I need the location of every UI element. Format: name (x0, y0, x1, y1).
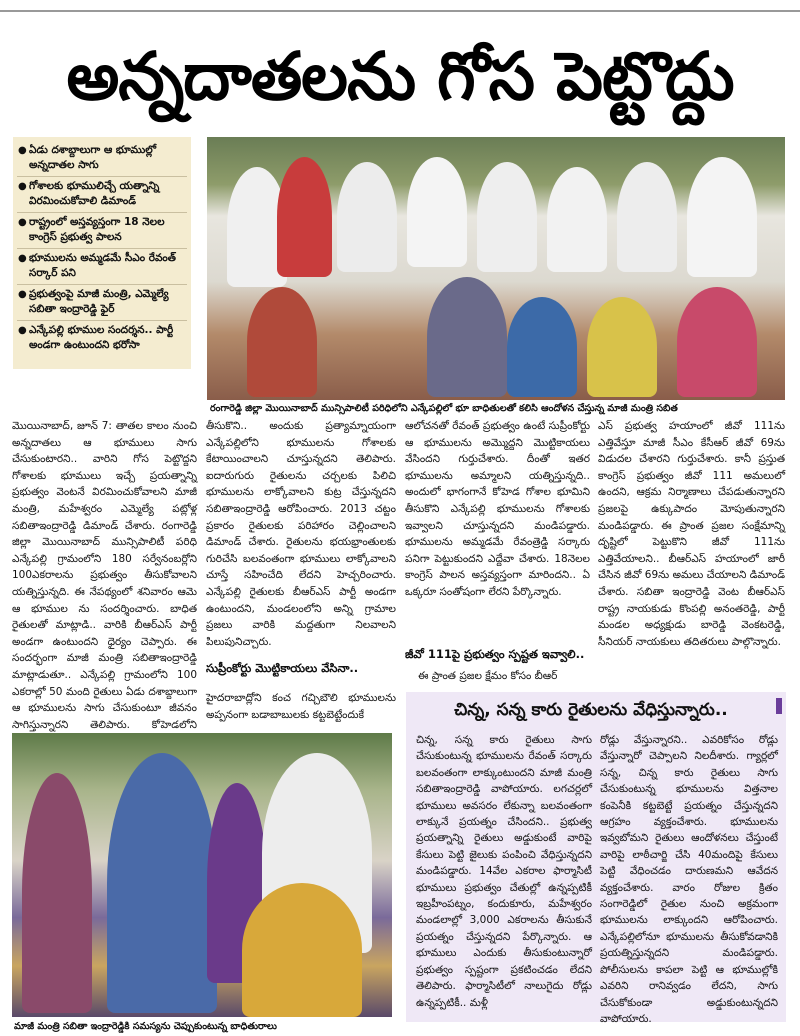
highlight-item: ● రాష్ట్రంలో అస్తవ్యస్తంగా 18 నెలల కాంగ్రెస్ ప్రభుత్వ పాలన (17, 213, 187, 249)
bullet-icon: ● (18, 217, 27, 228)
bullet-icon: ● (18, 181, 27, 192)
highlight-item: ● ఎన్కేపల్లి భూముల సందర్శన.. పార్టీ అండగా ఉంటుందని భరోసా (18, 324, 174, 351)
subheading-supreme-court: సుప్రీంకోర్టు మొట్టికాయలు వేసినా.. (206, 661, 359, 675)
highlight-item: ● భూములను అమ్మడమే సీఎం రేవంత్ సర్కార్ పని (17, 249, 187, 285)
bullet-icon: ● (18, 253, 27, 264)
highlight-item: ● ఏడు దశాబ్దాలుగా ఆ భూముల్లో అన్నదాతల సాగు (17, 141, 187, 177)
article-column-2-continued: హైదరాబాద్లోని కంచ గచ్చిబౌలి భూములను అప్పనంగా బడాబాబులకు కట్టబెట్టేందుకే (206, 692, 396, 721)
page-top-rule (0, 0, 800, 12)
headline: అన్నదాతలను గోస పెట్టొద్దు (66, 38, 734, 115)
sidebar-story-box (406, 692, 786, 1025)
bullet-icon: ● (18, 145, 27, 156)
article-column-3: ఆలోచనతో రేవంత్ ప్రభుత్వం ఉంటే సుప్రీంకోర్టు ఆ భూములను అమ్మొద్దని మొట్టికాయలు వేసిందని గుర్తుచేశారు. దీంతో ఇతర భూములను అమ్మాలని యత్నిస్తున్నది.. అందులో భాగంగానే కోహెడ గోశాల భూమిని తీసుకొని ఎన్కేపల్లి భూములను గోశాలకు ఇవ్వాలని చూస్తున్నదని మండిపడ్డారు. భూములను అమ్మడమే రేవంత్రెడ్డి సర్కారు పనిగా పెట్టుకుందని ఎద్దేవా చేశారు. 18నెలల కాంగ్రెస్ పాలన అస్తవ్యస్తంగా మారిందని.. ఏ ఒక్కరూ సంతోషంగా లేరని పేర్కొన్నారు. (405, 420, 590, 598)
subheading-go-111: జీవో 111పై ప్రభుత్వం స్పష్టత ఇవ్వాలి.. (405, 647, 585, 661)
box-accent-bar (776, 698, 782, 714)
box-title: చిన్న, సన్న కారు రైతులను వేధిస్తున్నారు.. (454, 700, 728, 720)
bottom-news-photo (12, 733, 392, 1017)
article-column-3-continued: ఈ ప్రాంత ప్రజల క్షేమం కోసం బీఆర్ (418, 670, 558, 682)
article-column-2: తీసుకొని.. అందుకు ప్రత్యామ్నాయంగా ఎన్కేపల్లిలోని భూములను గోశాలకు కేటాయించాలని చూస్తున్నదని తెలిపారు. ఐదారుగురు రైతులను చర్చలకు పిలిచి భూములను లాక్కోవాలని కుట్ర చేస్తున్నదని సబితాఇంద్రారెడ్డి ఆరోపించారు. 2013 చట్టం ప్రకారం రైతులకు పరిహారం చెల్లించాలని డిమాండ్ చేశారు. రైతులను భయభ్రాంతులకు గురిచేసి బలవంతంగా భూములు లాక్కోవాలని చూస్తే సహించేది లేదని హెచ్చరించారు. ఎన్కేపల్లి రైతులకు బీఆర్ఎస్ పార్టీ అండగా ఉంటుందని, మండలంలోని అన్ని గ్రామాల ప్రజలు వారికి మద్దతుగా నిలవాలని పిలుపునిచ్చారు. (206, 420, 396, 648)
photo-caption-top: రంగారెడ్డి జిల్లా మొయినాబాద్ మున్సిపాలిటీ పరిధిలోని ఎన్కేపల్లిలో భూ బాధితులతో కలిసి ఆందోళన చేస్తున్న మాజీ మంత్రి సబిత (210, 403, 678, 414)
highlights-box (13, 137, 191, 369)
box-column-1: చిన్న, సన్న కారు రైతులు సాగు చేసుకుంటున్న భూములను రేవంత్ సర్కారు బలవంతంగా లాక్కుంటుందని మాజీ మంత్రి సబితాఇంద్రారెడ్డి వాపోయారు. లగచర్లలో భూములు అవసరం లేకున్నా బలవంతంగా లాక్కునే ప్రయత్నం చేసిందని.. ప్రభుత్వ ప్రయత్నాన్ని రైతులు అడ్డుకుంటే వారిపై కేసులు పెట్టి జైలుకు పంపించి వేధిస్తున్నదని మండిపడ్డారు. 14వేల ఎకరాల ఫార్మాసిటీ భూములు ప్రభుత్వం చేతుల్లో ఉన్నప్పటికీ ఇబ్రహీంపట్నం, కందుకూరు, మహేశ్వరం మండలాల్లో 3,000 ఎకరాలను తీసుకునే ప్రయత్నం చేస్తున్నదని పేర్కొన్నారు. ఆ భూములు ఎందుకు తీసుకుంటున్నారో ప్రభుత్వం స్పష్టంగా ప్రకటించడం లేదని తెలిపారు. ఫార్మాసిటీలో నాలుగైదు రోడ్లు ఉన్నప్పటికీ.. మళ్లీ (416, 734, 592, 1009)
bullet-icon: ● (18, 289, 27, 300)
highlight-item: ● ప్రభుత్వంపై మాజీ మంత్రి, ఎమ్మెల్యే సబితా ఇంద్రారెడ్డి ఫైర్ (17, 285, 187, 321)
bullet-icon: ● (18, 325, 27, 336)
box-column-2: రోడ్లు వేస్తున్నారని.. ఎవరికోసం రోడ్లు వేస్తున్నారో చెప్పాలని నిలదీశారు. గ్యార్లలో సన్న, చిన్న కారు రైతులు సాగు చేసుకుంటున్న భూములను విత్తనాల కంపెనీకి కట్టబెట్టే ప్రయత్నం చేస్తున్నదని ఆగ్రహం వ్యక్తంచేశారు. భూములను ఇవ్వబోమని రైతులు ఆందోళనలు చేస్తుంటే వారిపై లాఠీచార్జి చేసి 40మందిపై కేసులు పెట్టి వేధించడం దారుణమని ఆవేదన వ్యక్తంచేశారు. వారం రోజుల క్రితం సంగారెడ్డిలో రైతుల నుంచి అక్రమంగా భూములను లాక్కుందని ఆరోపించారు. ఎన్కేపల్లిలోనూ భూములను తీసుకోవడానికి ప్రయత్నిస్తున్నదని మండిపడ్డారు. పోలీసులను కాపలా పెట్టి ఆ భూముల్లోకి ఎవరిని రానివ్వడం లేదని, సాగు చేసుకోకుండా అడ్డుకుంటున్నదని వాపోయారు. (600, 734, 778, 1025)
article-column-1: మొయినాబాద్, జూన్ 7: తాతల కాలం నుంచి అన్నదాతలు ఆ భూములు సాగు చేసుకుంటారని.. వారిని గోస పెట్టొద్దని గోశాలకు భూములు ఇచ్చే ప్రయత్నాన్ని ప్రభుత్వం వెంటనే విరమించుకోవాలని మాజీ మంత్రి, మహేశ్వరం ఎమ్మెల్యే పట్లోళ్ల సబితాఇంద్రారెడ్డి డిమాండ్ చేశారు. రంగారెడ్డి జిల్లా మొయినాబాద్ మున్సిపాలిటీ పరిధి ఎన్కేపల్లి గ్రామంలోని 180 సర్వేనంబర్లోని 100ఎకరాలను ప్రభుత్వం తీసుకోవాలని యత్నిస్తున్నది. ఈ నేపథ్యంలో శనివారం ఆమె ఆ భూముల ను సందర్శించారు. బాధిత రైతులతో మాట్లాడి.. వారికి బీఆర్ఎస్ పార్టీ అండగా ఉంటుందని ధైర్యం చెప్పారు. ఈ సందర్భంగా మాజీ మంత్రి సబితాఇంద్రారెడ్డి మాట్లాడుతూ.. ఎన్కేపల్లి గ్రామంలోని 100 ఎకరాల్లో 50 మంది రైతులు ఏడు దశాబ్దాలుగా ఆ భూములను సాగు చేసుకుంటూ జీవనం సాగిస్తున్నారని తెలిపారు. కోహెడలోని (12, 420, 197, 731)
article-column-4: ఎస్ ప్రభుత్వ హయాంలో జీవో 111ను ఎత్తివేస్తూ మాజీ సీఎం కేసీఆర్ జీవో 69ను విడుదల చేశారని గుర్తుచేశారు. కానీ ప్రస్తుత కాంగ్రెస్ ప్రభుత్వం జీవో 111 అమలులో ఉందని, ఆక్రమ నిర్మాణాలు చేపడుతున్నారని ప్రజలపై ఉక్కుపాదం మోపుతున్నారని మండిపడ్డారు. ఈ ప్రాంత ప్రజల సంక్షేమాన్ని దృష్టిలో పెట్టుకొని జీవో 111ను ఎత్తివేయాలని.. బీఆర్ఎస్ హయాంలో జారీ చేసిన జీవో 69ను అమలు చేయాలని డిమాండ్ చేశారు. సబితా ఇంద్రారెడ్డి వెంట బీఆర్ఎస్ రాష్ట్ర నాయకుడు కొంపల్లి అనంతరెడ్డి, పార్టీ మండల అధ్యక్షుడు బారెడ్డి వెంకటరెడ్డి, సీనియర్ నాయకులు తదితరులు పాల్గొన్నారు. (598, 420, 785, 648)
highlight-item: ● గోశాలకు భూములిచ్చే యత్నాన్ని విరమించుకోవాలి డిమాండ్ (17, 177, 187, 213)
photo-caption-bottom: మాజీ మంత్రి సబితా ఇంద్రారెడ్డికి సమస్యను చెప్పుకుంటున్న బాధితురాలు (14, 1021, 277, 1032)
top-news-photo (207, 137, 785, 400)
